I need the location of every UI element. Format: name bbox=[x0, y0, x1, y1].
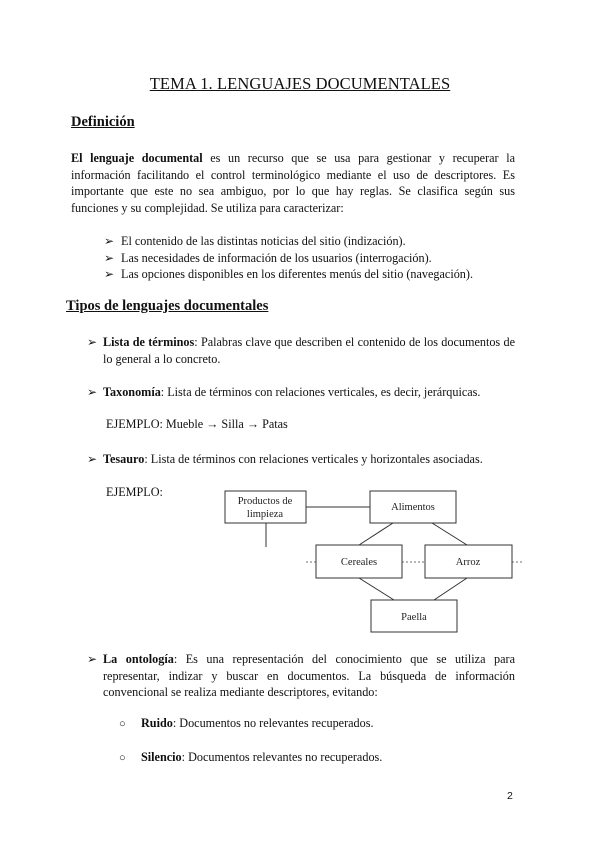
arrow-bullet-icon: ➢ bbox=[87, 335, 98, 349]
subitem-silencio: ○ Silencio: Documentos relevantes no recuperados. bbox=[119, 750, 383, 764]
list-item-lista-terminos: ➢ Lista de términos: Palabras clave que describen el contenido de los documentos de lo general a lo concreto. bbox=[87, 335, 515, 366]
definition-lead: El lenguaje documental bbox=[71, 151, 203, 165]
arrow-bullet-icon: ➢ bbox=[104, 234, 115, 248]
tesauro-example-label: EJEMPLO: bbox=[106, 485, 163, 499]
edge-arroz-paella bbox=[434, 578, 467, 600]
list-item-ontologia: ➢ La ontología: Es una representación del conocimiento que se utiliza para representar, indizar y buscar en documentos. La búsqueda de información convencional se realiza mediante descriptores, evitando: bbox=[87, 652, 515, 700]
edge-cereales-paella bbox=[359, 578, 394, 600]
subitem-ruido: ○ Ruido: Documentos no relevantes recuperados. bbox=[119, 716, 374, 730]
list-item: ➢ Las necesidades de información de los usuarios (interrogación). bbox=[104, 250, 432, 265]
circle-bullet-icon: ○ bbox=[119, 752, 126, 764]
node-label-paella: Paella bbox=[401, 612, 427, 623]
node-label-productos-2: limpieza bbox=[246, 509, 284, 520]
arrow-bullet-icon: ➢ bbox=[87, 452, 98, 466]
taxonomia-example: EJEMPLO: Mueble → Silla → Patas bbox=[106, 417, 288, 431]
node-label-cereales: Cereales bbox=[340, 557, 378, 568]
node-label-alimentos: Alimentos bbox=[391, 502, 435, 513]
list-item: ➢ Las opciones disponibles en los diferentes menús del sitio (navegación). bbox=[104, 267, 473, 282]
node-label-arroz: Arroz bbox=[455, 557, 481, 568]
arrow-bullet-icon: ➢ bbox=[87, 385, 98, 399]
arrow-bullet-icon: ➢ bbox=[104, 267, 115, 282]
page-title: TEMA 1. LENGUAJES DOCUMENTALES bbox=[149, 74, 451, 93]
page-number: 2 bbox=[507, 790, 513, 802]
node-label-productos-1: Productos de bbox=[237, 496, 293, 507]
edge-alimentos-cereales bbox=[359, 523, 393, 545]
edge-alimentos-arroz bbox=[432, 523, 467, 545]
list-item-tesauro: ➢ Tesauro: Lista de términos con relaciones verticales y horizontales asociadas. bbox=[87, 452, 483, 466]
list-item-taxonomia: ➢ Taxonomía: Lista de términos con relaciones verticales, es decir, jerárquicas. bbox=[87, 385, 481, 399]
circle-bullet-icon: ○ bbox=[119, 718, 126, 730]
section-heading-tipos: Tipos de lenguajes documentales bbox=[66, 298, 269, 314]
arrow-bullet-icon: ➢ bbox=[104, 250, 115, 265]
definition-text: es un recurso que se usa para gestionar y recuperar la información facilitando el control terminológico mediante el uso de descriptores. Es importante que este no sea ambiguo, por lo que hay reglas. Se clasifica según sus funciones y su complejidad. Se utiliza para caracterizar: bbox=[71, 151, 515, 215]
list-item: ➢ El contenido de las distintas noticias del sitio (indización). bbox=[104, 234, 406, 248]
section-heading-definicion: Definición bbox=[71, 114, 135, 130]
arrow-bullet-icon: ➢ bbox=[87, 652, 98, 666]
